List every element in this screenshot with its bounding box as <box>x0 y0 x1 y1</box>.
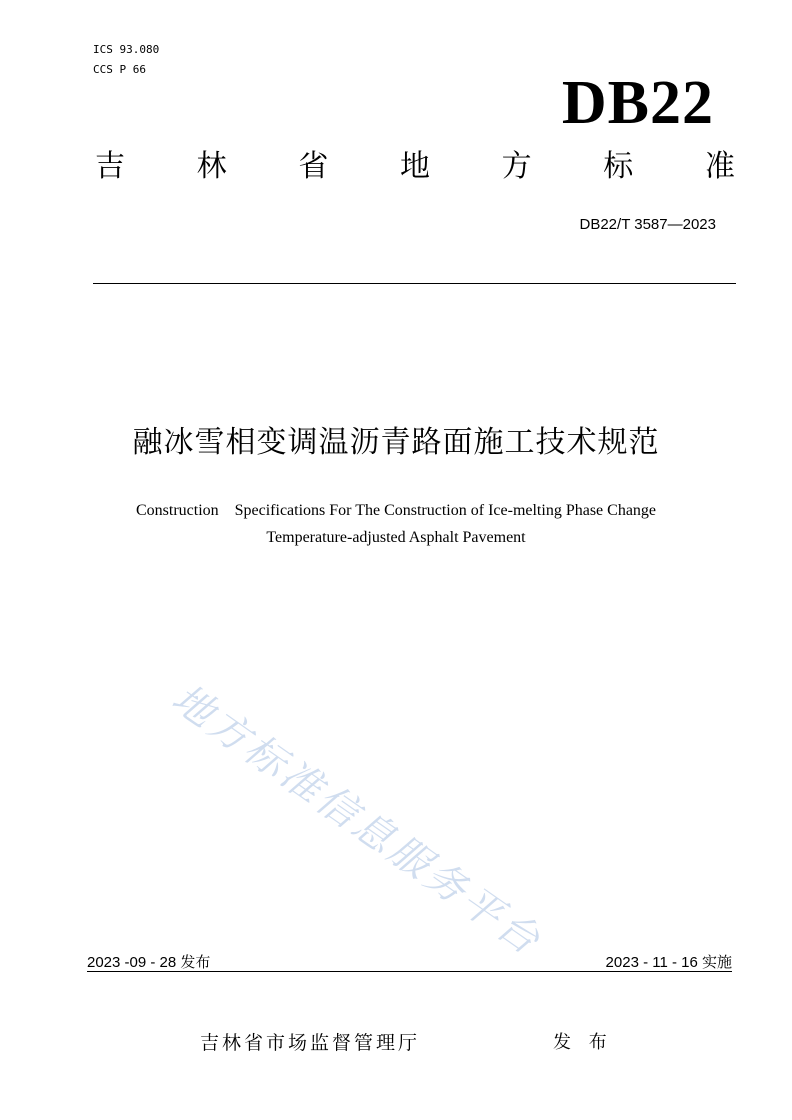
category-char: 方 <box>501 149 532 184</box>
english-title-line: Construction Specifications For The Construction of Ice-melting Phase Change <box>135 502 657 519</box>
date-row <box>87 951 732 973</box>
category-char: 林 <box>196 149 227 184</box>
standard-category <box>90 149 740 184</box>
standard-mark: DB22 <box>561 69 714 137</box>
chinese-title: 融冰雪相变调温沥青路面施工技术规范 <box>132 425 660 460</box>
bottom-divider <box>87 971 732 972</box>
english-title-line: Temperature-adjusted Asphalt Pavement <box>266 529 526 546</box>
category-char: 省 <box>298 149 329 184</box>
top-divider <box>93 283 736 284</box>
english-title <box>80 497 712 551</box>
category-char: 准 <box>704 149 735 184</box>
standard-number: DB22/T 3587—2023 <box>579 216 716 233</box>
category-char: 吉 <box>95 149 125 184</box>
classification-codes <box>93 40 159 80</box>
publish-date: 2023 -09 - 28 发布 <box>87 954 211 971</box>
issued-label: 发 布 <box>553 1032 613 1053</box>
ics-code: ICS 93.080 <box>93 43 160 56</box>
ccs-code: CCS P 66 <box>93 63 146 76</box>
category-char: 标 <box>603 149 634 184</box>
watermark: 地方标准信息服务平台 <box>163 675 551 966</box>
category-char: 地 <box>399 149 430 184</box>
effective-date: 2023 - 11 - 16 实施 <box>605 954 732 971</box>
issuing-authority: 吉林省市场监督管理厅 <box>200 1032 421 1054</box>
